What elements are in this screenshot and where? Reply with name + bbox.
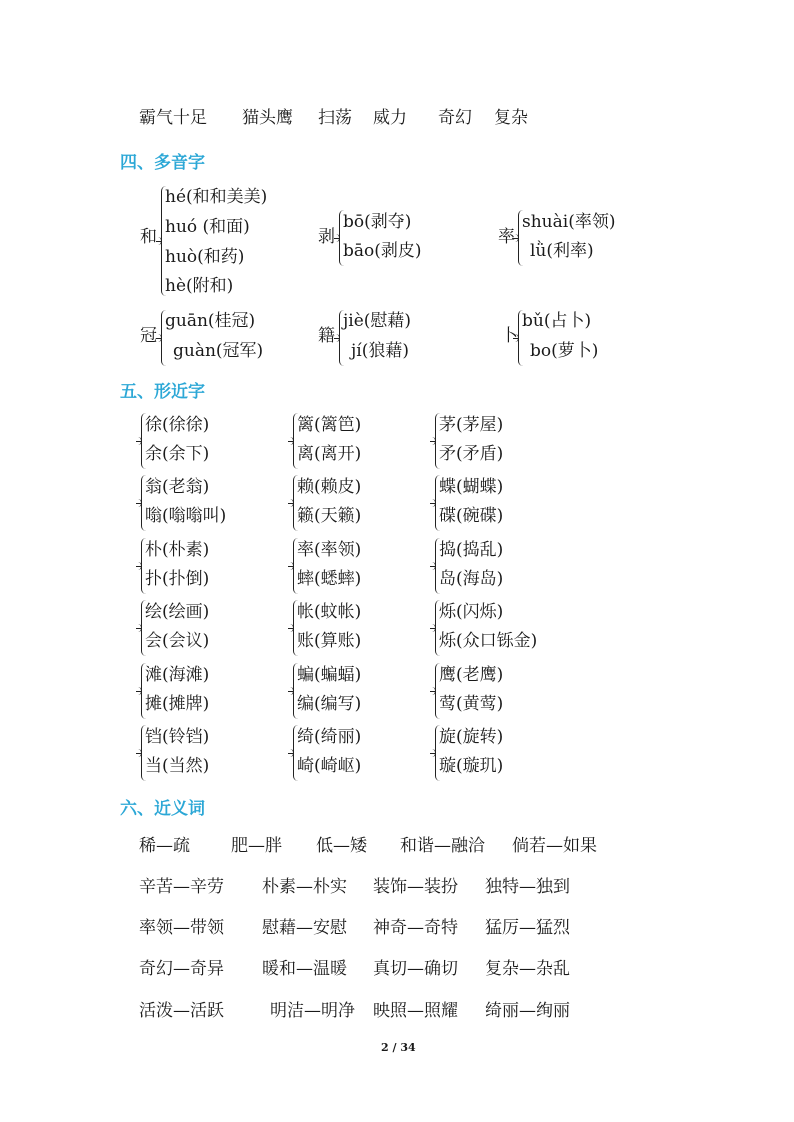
section-heading-synonyms: 六、近义词 [120, 799, 205, 819]
similar-char-entry: 矛(矛盾) [439, 444, 504, 464]
synonym-pair: 装饰—装扮 [373, 877, 458, 897]
reading: bǔ(占卜) [522, 311, 592, 331]
polyphone-char: 率 [498, 227, 515, 247]
similar-char-entry: 茅(茅屋) [439, 415, 504, 435]
similar-char-entry: 莺(黄莺) [439, 694, 504, 714]
synonym-pair: 绮丽—绚丽 [485, 1001, 570, 1021]
similar-char-entry: 崎(崎岖) [297, 756, 362, 776]
similar-char-entry: 翁(老翁) [145, 477, 210, 497]
similar-char-entry: 滩(海滩) [145, 665, 210, 685]
similar-char-entry: 徐(徐徐) [145, 415, 210, 435]
synonym-pair: 映照—照耀 [373, 1001, 458, 1021]
similar-char-entry: 绮(绮丽) [297, 727, 362, 747]
similar-char-entry: 铛(铃铛) [145, 727, 210, 747]
similar-char-entry: 帐(蚊帐) [297, 602, 362, 622]
reading: lǜ(利率) [530, 241, 594, 261]
top-word: 扫荡 [318, 108, 352, 128]
polyphone-char: 冠 [140, 326, 157, 346]
reading: bāo(剥皮) [343, 241, 422, 261]
similar-char-entry: 烁(众口铄金) [439, 631, 538, 651]
synonym-pair: 朴素—朴实 [262, 877, 347, 897]
reading: jiè(慰藉) [343, 311, 412, 331]
polyphone-char: 卜 [501, 326, 518, 346]
polyphone-char: 籍 [318, 326, 335, 346]
synonym-pair: 明洁—明净 [270, 1001, 355, 1021]
similar-char-entry: 离(离开) [297, 444, 362, 464]
synonym-pair: 奇幻—奇异 [139, 959, 224, 979]
similar-char-entry: 嗡(嗡嗡叫) [145, 506, 227, 526]
similar-char-entry: 捣(捣乱) [439, 540, 504, 560]
polyphone-char: 剥 [318, 227, 335, 247]
similar-char-entry: 绘(绘画) [145, 602, 210, 622]
synonym-pair: 活泼—活跃 [139, 1001, 224, 1021]
top-word: 奇幻 [438, 108, 472, 128]
similar-char-entry: 篱(篱笆) [297, 415, 362, 435]
similar-char-entry: 岛(海岛) [439, 569, 504, 589]
synonym-pair: 神奇—奇特 [373, 918, 458, 938]
synonym-pair: 倘若—如果 [512, 836, 597, 856]
similar-char-entry: 蝙(蝙蝠) [297, 665, 362, 685]
top-word: 猫头鹰 [242, 108, 293, 128]
page-number: 2 / 34 [381, 1041, 416, 1054]
top-word: 威力 [373, 108, 407, 128]
similar-char-entry: 当(当然) [145, 756, 210, 776]
similar-char-entry: 鹰(老鹰) [439, 665, 504, 685]
reading: guàn(冠军) [173, 341, 264, 361]
similar-char-entry: 账(算账) [297, 631, 362, 651]
reading: jí(狼藉) [351, 341, 409, 361]
synonym-pair: 肥—胖 [231, 836, 282, 856]
reading: huó (和面) [165, 217, 250, 237]
synonym-pair: 独特—独到 [485, 877, 570, 897]
similar-char-entry: 蝶(蝴蝶) [439, 477, 504, 497]
reading: shuài(率领) [522, 212, 616, 232]
reading: bō(剥夺) [343, 212, 412, 232]
section-heading-polyphones: 四、多音字 [120, 153, 205, 173]
similar-char-entry: 赖(赖皮) [297, 477, 362, 497]
reading: hé(和和美美) [165, 187, 268, 207]
section-heading-similar-chars: 五、形近字 [120, 382, 205, 402]
similar-char-entry: 璇(璇玑) [439, 756, 504, 776]
synonym-pair: 和谐—融洽 [400, 836, 485, 856]
similar-char-entry: 率(率领) [297, 540, 362, 560]
synonym-pair: 暖和—温暖 [262, 959, 347, 979]
synonym-pair: 稀—疏 [139, 836, 190, 856]
synonym-pair: 辛苦—辛劳 [139, 877, 224, 897]
similar-char-entry: 蟀(蟋蟀) [297, 569, 362, 589]
similar-char-entry: 余(余下) [145, 444, 210, 464]
synonym-pair: 复杂—杂乱 [485, 959, 570, 979]
reading: huò(和药) [165, 247, 245, 267]
synonym-pair: 慰藉—安慰 [262, 918, 347, 938]
similar-char-entry: 籁(天籁) [297, 506, 362, 526]
reading: guān(桂冠) [165, 311, 256, 331]
synonym-pair: 率领—带领 [139, 918, 224, 938]
similar-char-entry: 旋(旋转) [439, 727, 504, 747]
similar-char-entry: 扑(扑倒) [145, 569, 210, 589]
similar-char-entry: 会(会议) [145, 631, 210, 651]
synonym-pair: 猛厉—猛烈 [485, 918, 570, 938]
similar-char-entry: 碟(碗碟) [439, 506, 504, 526]
synonym-pair: 真切—确切 [373, 959, 458, 979]
similar-char-entry: 摊(摊牌) [145, 694, 210, 714]
reading: bo(萝卜) [530, 341, 599, 361]
similar-char-entry: 朴(朴素) [145, 540, 210, 560]
top-word: 复杂 [494, 108, 528, 128]
synonym-pair: 低—矮 [316, 836, 367, 856]
top-word: 霸气十足 [139, 108, 207, 128]
reading: hè(附和) [165, 276, 234, 296]
similar-char-entry: 烁(闪烁) [439, 602, 504, 622]
similar-char-entry: 编(编写) [297, 694, 362, 714]
polyphone-char: 和 [140, 227, 157, 247]
